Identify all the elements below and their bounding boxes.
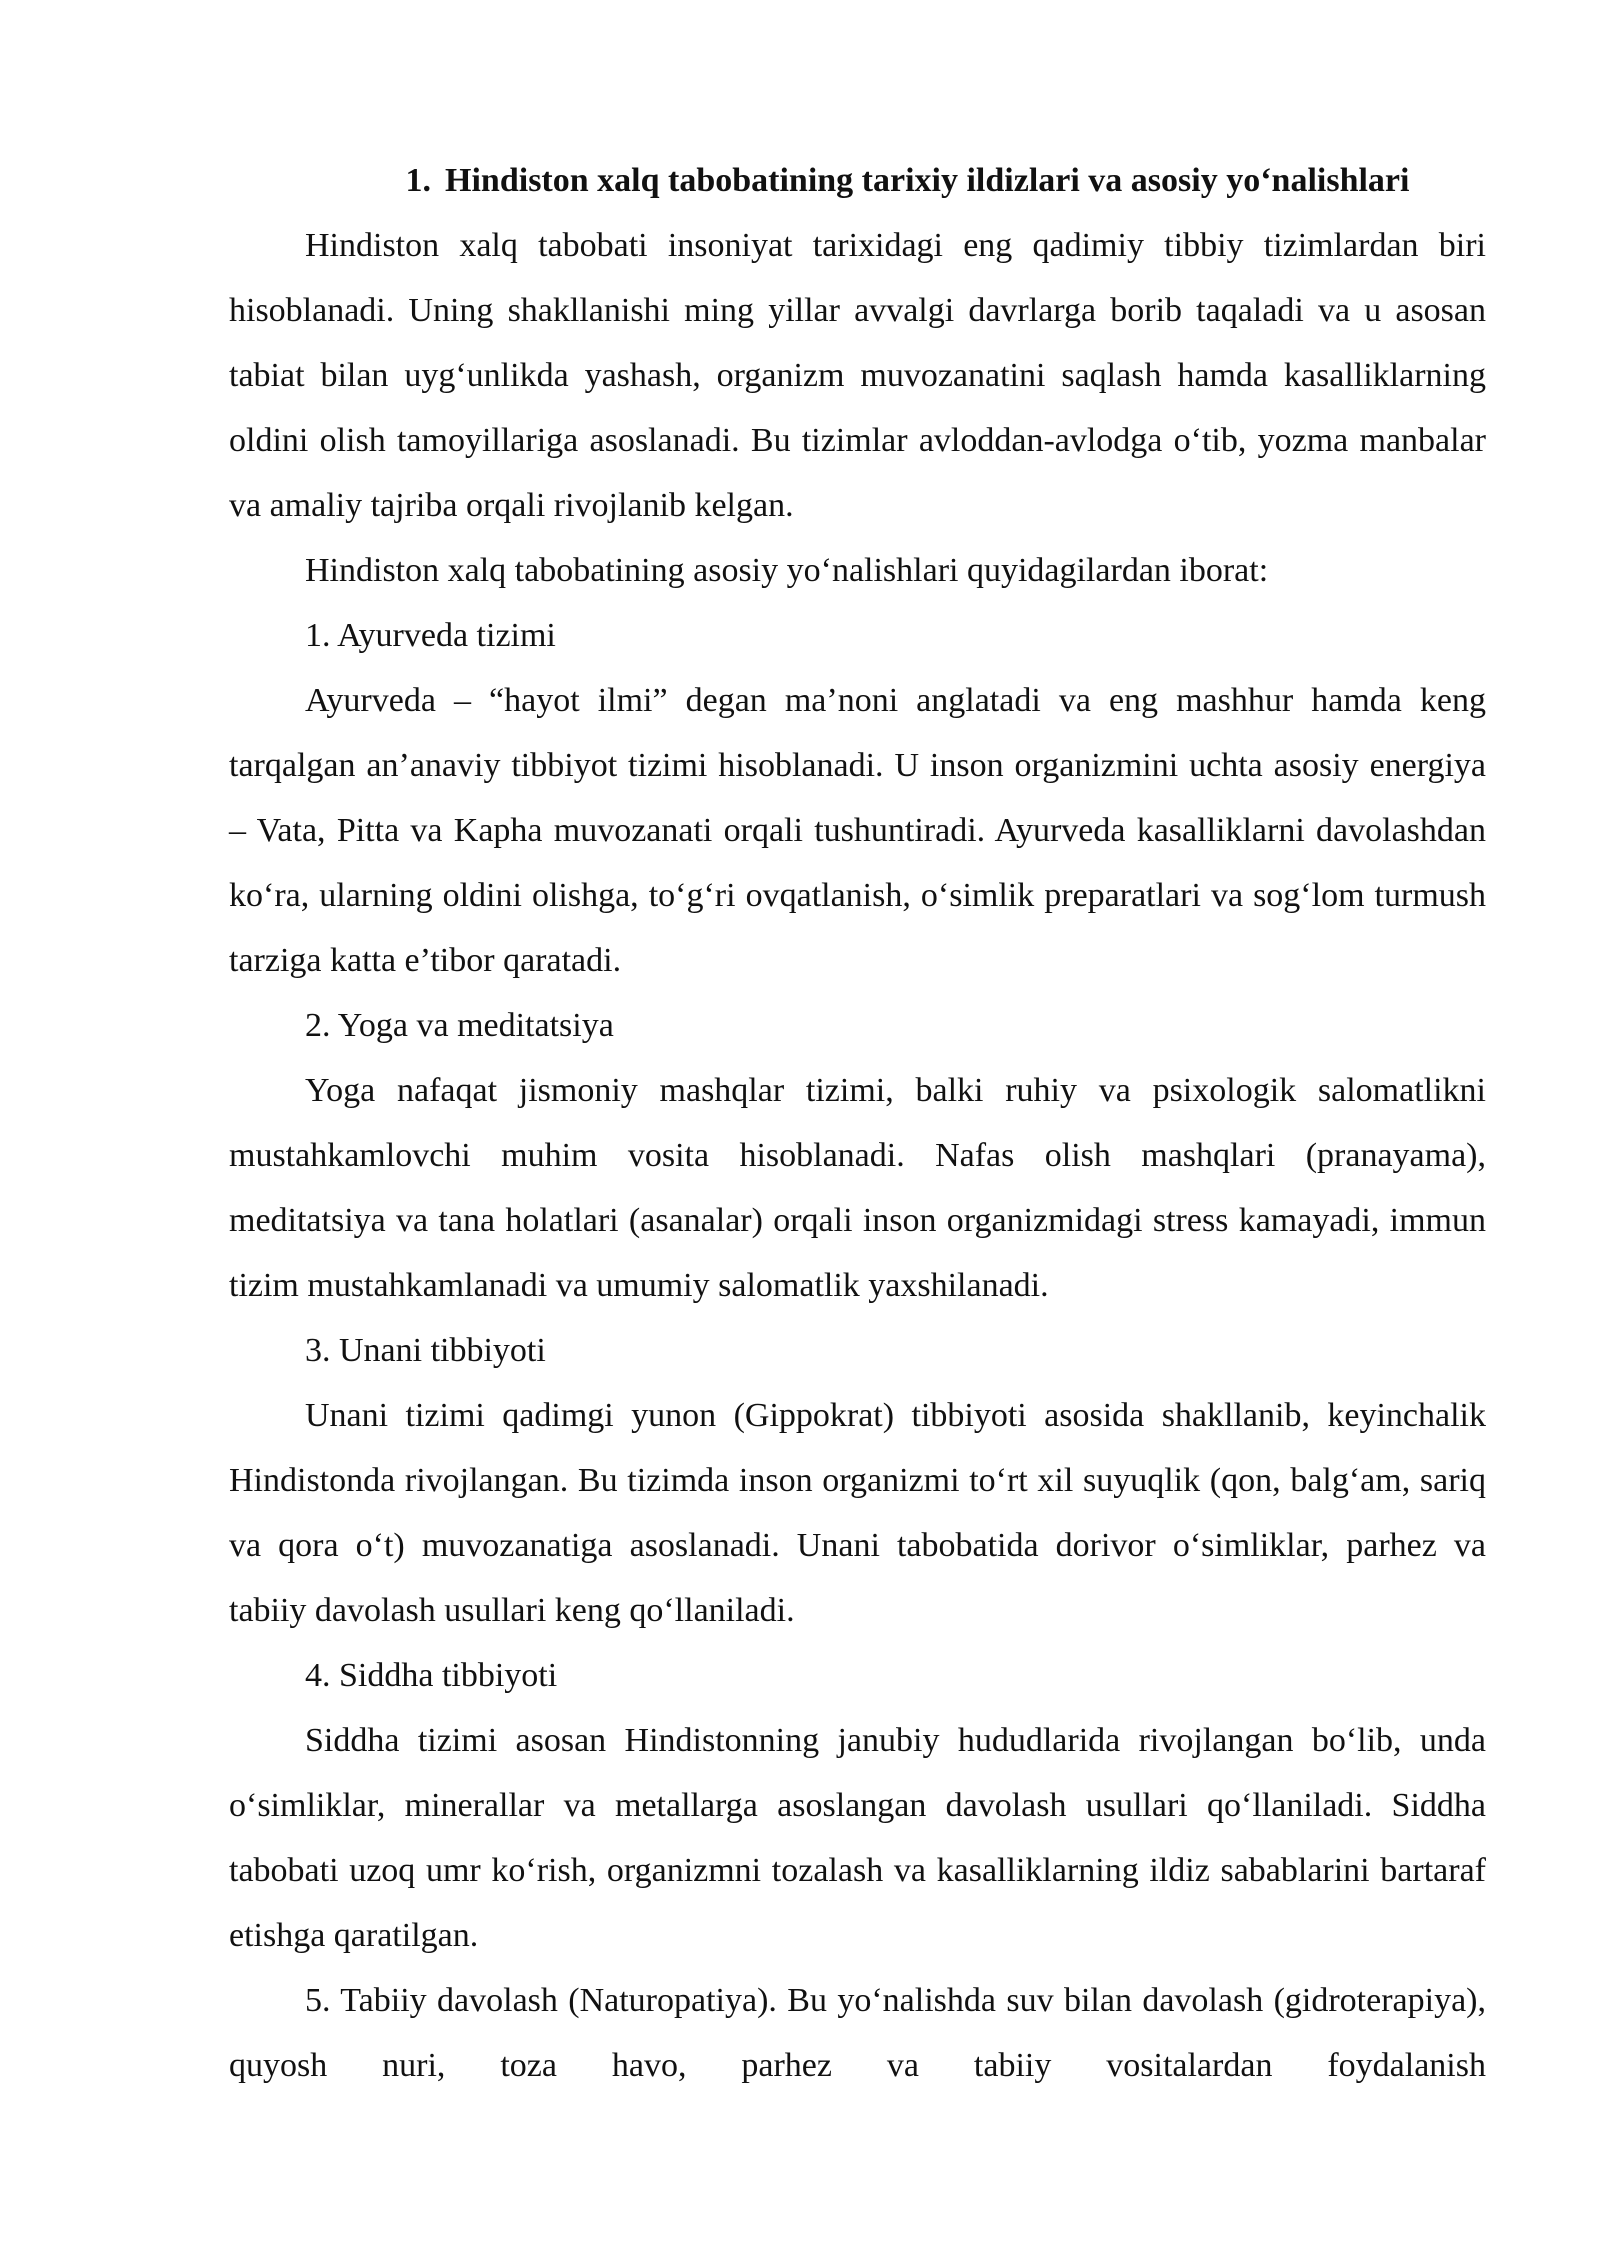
section-heading [229, 148, 1486, 213]
section-title-unani: 3. Unani tibbiyoti [305, 1332, 546, 1369]
section-title-ayurveda: 1. Ayurveda tizimi [305, 617, 556, 654]
heading-number: 1. [405, 162, 432, 199]
section-body-yoga: Yoga nafaqat jismoniy mashqlar tizimi, balki ruhiy va psixologik salomatlikni mustahkamlovchi muhim vosita hisoblanadi. Nafas olish mashqlari (pranayama), meditatsiya va tana holatlari (asanalar) orqali inson organizmidagi stress kamayadi, immun tizim mustahkamlanadi va umumiy salomatlik yaxshilanadi. [229, 1072, 1486, 1304]
section-title-yoga: 2. Yoga va meditatsiya [305, 1007, 614, 1044]
heading-text: Hindiston xalq tabobatining tarixiy ildizlari va asosiy yo‘nalishlari [445, 162, 1410, 199]
intro-paragraph: Hindiston xalq tabobati insoniyat tarixidagi eng qadimiy tibbiy tizimlardan biri hisoblanadi. Uning shakllanishi ming yillar avvalgi davrlarga borib taqaladi va u asosan tabiat bilan uyg‘unlikda yashash, organizm muvozanatini saqlash hamda kasalliklarning oldini olish tamoyillariga asoslanadi. Bu tizimlar avloddan-avlodga o‘tib, yozma manbalar va amaliy tajriba orqali rivojlanib kelgan. [229, 227, 1486, 524]
document-page [229, 148, 1486, 2098]
section-title-siddha: 4. Siddha tibbiyoti [305, 1657, 558, 1694]
section-body-ayurveda: Ayurveda – “hayot ilmi” degan ma’noni anglatadi va eng mashhur hamda keng tarqalgan an’anaviy tibbiyot tizimi hisoblanadi. U inson organizmini uchta asosiy energiya – Vata, Pitta va Kapha muvozanati orqali tushuntiradi. Ayurveda kasalliklarni davolashdan ko‘ra, ularning oldini olishga, to‘g‘ri ovqatlanish, o‘simlik preparatlari va sog‘lom turmush tarziga katta e’tibor qaratadi. [229, 682, 1486, 979]
section-body-unani: Unani tizimi qadimgi yunon (Gippokrat) tibbiyoti asosida shakllanib, keyinchalik Hindistonda rivojlangan. Bu tizimda inson organizmi to‘rt xil suyuqlik (qon, balg‘am, sariq va qora o‘t) muvozanatiga asoslanadi. Unani tabobatida dorivor o‘simliklar, parhez va tabiiy davolash usullari keng qo‘llaniladi. [229, 1397, 1486, 1629]
section-naturopathy-paragraph: 5. Tabiiy davolash (Naturopatiya). Bu yo‘nalishda suv bilan davolash (gidroterapiya), quyosh nuri, toza havo, parhez va tabiiy vositalardan foydalanish [229, 1982, 1486, 2084]
section-body-siddha: Siddha tizimi asosan Hindistonning janubiy hududlarida rivojlangan bo‘lib, unda o‘simliklar, minerallar va metallarga asoslangan davolash usullari qo‘llaniladi. Siddha tabobati uzoq umr ko‘rish, organizmni tozalash va kasalliklarning ildiz sabablarini bartaraf etishga qaratilgan. [229, 1722, 1486, 1954]
directions-intro: Hindiston xalq tabobatining asosiy yo‘nalishlari quyidagilardan iborat: [305, 552, 1269, 589]
